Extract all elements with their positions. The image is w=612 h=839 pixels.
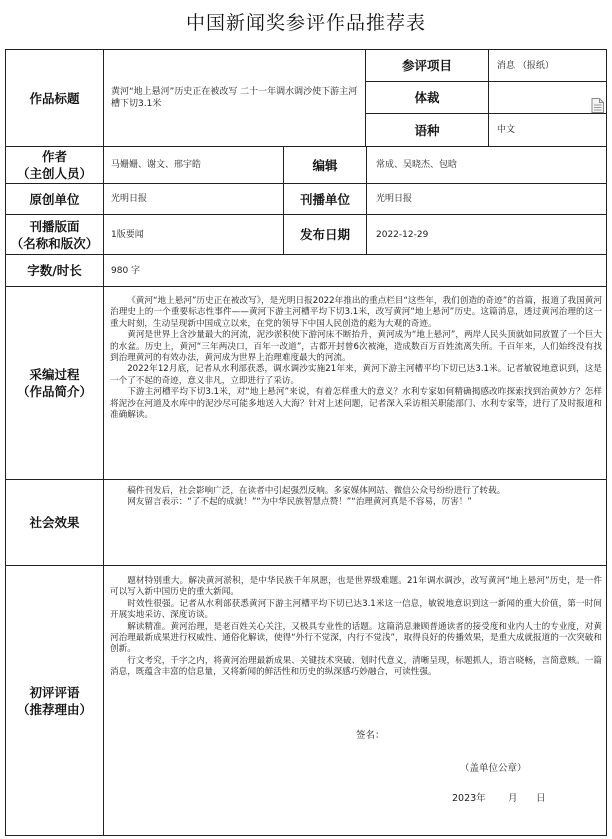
social-label: 社会效果 [29,515,80,530]
document-icon [591,98,604,113]
process-label-line1: 采编过程 [29,367,80,382]
publish-unit-value: 光明日报 [376,194,413,204]
genre-label: 体裁 [414,90,440,105]
work-title-label: 作品标题 [29,90,80,106]
process-paragraph: 《黄河“地上悬河”历史正在被改写》，是光明日报2022年推出的重点栏目“这些年，我们创造的奇迹”的首篇，报道了我国黄河治理史上的一个重要标志性事件——黄河下游主河槽平均下切3.1米，改写黄河“地上悬河”历史。这篇消息，透过黄河治理的这一重大时刻，生动呈现新中国成立以来，在党的领导下中国人民创造的彪为大观的奇迹。 [110,296,602,329]
editor-value: 常成、吴晓杰、包晗 [376,160,458,170]
review-text [110,576,602,679]
publish-date-label: 发布日期 [299,227,350,242]
layout-label-line1: 刊播版面 [29,218,80,234]
date-year: 2023年 [452,793,486,804]
process-label [6,287,103,479]
date-day: 日 [536,793,546,804]
page-title: 中国新闻奖参评作品推荐表 [185,12,426,34]
genre-value [497,82,587,113]
author-label-line2: （主创人员） [16,166,92,181]
process-paragraph: 黄河是世界上含沙量最大的河流，泥沙淤积使下游河床不断抬升，黄河成为“地上悬河”，两岸人民头顶就如同放置了一个巨大的水盆。历史上，黄河“三年两决口，百年一改道”，古都开封曾6次被淹，造成数百万百姓流离失所。千百年来，人们始终没有找到治理黄河的有效办法，黄河成为世界上治理难度最大的河流。 [110,330,602,364]
language-label: 语种 [414,122,440,138]
editor-label: 编辑 [312,157,338,173]
category-label: 参评项目 [401,58,452,73]
origin-unit-label: 原创单位 [29,191,80,207]
work-title-value: 黄河“地上悬河”历史正在被改写 二十一年调水调沙使下游主河槽下切3.1米 [111,87,358,109]
publish-date-value: 2022-12-29 [376,229,429,240]
review-paragraph: 题材特别重大。解决黄河淤积，是中华民族千年夙愿，也是世界级难题。21年调水调沙，改写黄河“地上悬河”历史，是一件可以写入新中国历史的重大新闻。 [110,576,602,598]
layout-label-line2: （名称和版次） [10,235,99,251]
review-label [6,566,103,836]
process-text [110,296,602,421]
author-value: 马姗姗、谢文、邢宇皓 [111,160,202,170]
word-count-label: 字数/时长 [27,263,82,278]
process-paragraph: 下游主河槽平均下切3.1米，对“地上悬河”来说，有着怎样重大的意义？水利专家如何精确揭感改昨探索找到治黄妙方？怎样将泥沙在河道及水库中的泥沙尽可能多地送入大海？针对上述问题，记者深入采访相关职能部门、水利专家等，进行了及时报道和准确解读。 [110,387,602,421]
review-label-line2: （推荐理由） [16,702,92,717]
author-label-line1: 作者 [41,149,67,164]
review-label-line1: 初评评语 [29,685,80,700]
review-paragraph: 行文考究，千字之内，将黄河治理最新成果、关键技术突破、划时代意义，清晰呈现，标题抓人，语言晓畅，言简意赅。一篇消息，既蕴含丰富的信息量，又将新闻的鲜活性和历史的纵深感巧妙融合，可读性强。 [110,655,602,678]
layout-label [6,215,103,254]
social-paragraph: 稿件刊发后，社会影响广泛，在读者中引起强烈反响。多家媒体网站、微信公众号纷纷进行了转载。 [127,486,506,496]
social-text [110,486,602,509]
publish-unit-label: 刊播单位 [299,191,350,207]
layout-value: 1版要闻 [111,229,144,240]
word-count-value: 980 字 [111,265,141,276]
category-value: 消息 （报纸） [497,60,554,71]
signature-label: 签名： [356,730,385,741]
origin-unit-value: 光明日报 [111,194,148,204]
language-value: 中文 [497,125,516,135]
process-label-line2: （作品简介） [16,384,92,399]
author-label [6,147,103,183]
review-paragraph: 解读精准。黄河治理，是老百姓关心关注，又极具专业性的话题。这篇消息兼顾普通读者的接受度和业内人士的专业度，对黄河治理最新成果进行权威性、通俗化解读，使得“外行不觉深，内行不觉浅”，取得良好的传播效果，是重大成就报道的一次突破和创新。 [110,621,602,655]
date-month: 月 [508,793,518,804]
process-paragraph: 2022年12月底，记者从水利部获悉，调水调沙实施21年来，黄河下游主河槽平均下切已达3.1米。记者敏锐地意识到，这是一个了不起的奇迹，意义非凡，立即进行了采访。 [110,364,602,386]
social-paragraph: 网友留言表示：“了不起的成就！”“为中华民族智慧点赞！”“治理黄河真是不容易，厉害！” [127,497,472,508]
seal-label: （盖单位公章） [460,763,527,774]
review-paragraph: 时效性很强。记者从水利部获悉黄河下游主河槽平均下切已达3.1米这一信息，敏锐地意识到这一新闻的重大价值，第一时间开展实地采访、深度访谈。 [110,598,602,621]
